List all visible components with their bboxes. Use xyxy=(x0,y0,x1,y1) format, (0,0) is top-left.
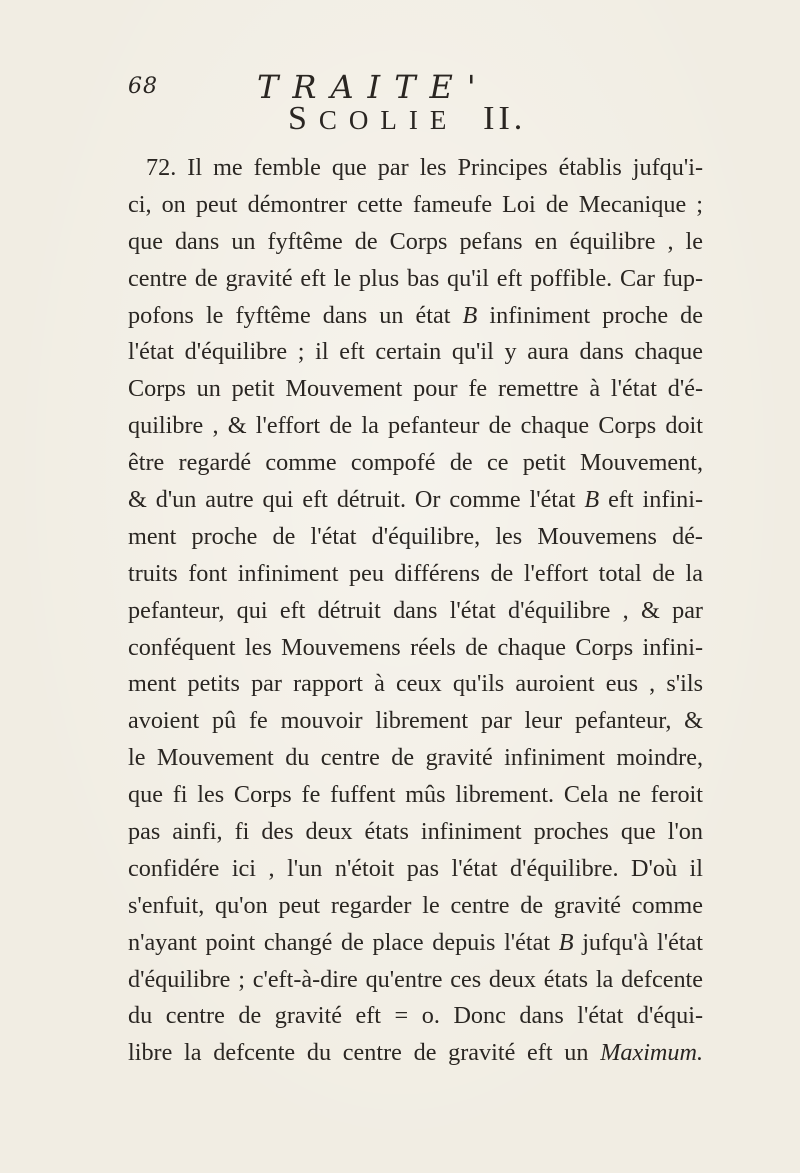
text-segment: pefanteur, qui eft détruit dans l'état d'équilibre , & par xyxy=(128,596,703,624)
text-line xyxy=(128,261,703,298)
text-line xyxy=(128,888,703,925)
text-segment: que dans un fyftême de Corps pefans en équilibre , le xyxy=(128,227,703,255)
text-line xyxy=(128,740,703,777)
text-segment: quilibre , & l'effort de la pefanteur de chaque Corps doit xyxy=(128,412,703,440)
running-title: TRAITE' xyxy=(257,68,490,106)
italic-segment: Maximum. xyxy=(600,1039,703,1067)
section-heading xyxy=(288,100,526,138)
text-segment: pofons le fyftême dans un état xyxy=(128,301,463,329)
text-line xyxy=(128,925,703,962)
text-line xyxy=(128,593,703,630)
text-segment: pas ainfi, fi des deux états infiniment proches que l'on xyxy=(128,818,703,846)
text-line xyxy=(128,519,703,556)
text-segment: être regardé comme compofé de ce petit Mouvement, xyxy=(128,449,703,477)
section-heading-rest: COLIE xyxy=(318,105,459,135)
text-segment: & d'un autre qui eft détruit. Or comme l'état xyxy=(128,486,585,514)
text-line xyxy=(128,777,703,814)
text-line xyxy=(128,1035,703,1072)
running-head xyxy=(0,0,800,110)
text-segment: ment proche de l'état d'équilibre, les Mouvemens dé- xyxy=(128,522,703,550)
text-segment: infiniment proche de xyxy=(477,301,703,329)
text-segment: eft infini- xyxy=(599,486,703,514)
text-line xyxy=(128,666,703,703)
text-segment: Corps un petit Mouvement pour fe remettre à l'état d'é- xyxy=(128,375,703,403)
text-line xyxy=(128,334,703,371)
text-segment: avoient pû fe mouvoir librement par leur pefanteur, & xyxy=(128,707,703,735)
section-heading-initial: S xyxy=(288,100,319,137)
text-segment: libre la defcente du centre de gravité eft un xyxy=(128,1039,601,1067)
text-segment: que fi les Corps fe fuffent mûs librement. Cela ne feroit xyxy=(128,781,703,809)
italic-segment: B xyxy=(584,486,600,514)
section-heading-numeral: II. xyxy=(483,100,527,137)
text-segment: conféquent les Mouvemens réels de chaque Corps infini- xyxy=(128,633,703,661)
text-line xyxy=(128,814,703,851)
text-segment: ment petits par rapport à ceux qu'ils auroient eus , s'ils xyxy=(128,670,703,698)
text-line xyxy=(128,298,703,335)
italic-segment: B xyxy=(462,301,478,329)
text-segment: l'état d'équilibre ; il eft certain qu'il y aura dans chaque xyxy=(128,338,703,366)
body-text xyxy=(128,150,703,1072)
page-number: 68 xyxy=(128,74,158,99)
text-segment: truits font infiniment peu différens de l'effort total de la xyxy=(128,559,703,587)
text-line xyxy=(128,998,703,1035)
text-segment: jufqu'à l'état xyxy=(573,928,703,956)
text-line xyxy=(128,371,703,408)
text-line xyxy=(128,150,703,187)
text-line xyxy=(128,556,703,593)
text-line xyxy=(128,445,703,482)
text-segment: confidére ici , l'un n'étoit pas l'état d'équilibre. D'où il xyxy=(128,854,703,882)
text-segment: ci, on peut démontrer cette fameufe Loi de Mecanique ; xyxy=(128,190,703,218)
text-line xyxy=(128,224,703,261)
text-line xyxy=(128,962,703,999)
text-segment: du centre de gravité eft = o. Donc dans l'état d'équi- xyxy=(128,1002,703,1030)
text-line xyxy=(128,703,703,740)
text-segment: le Mouvement du centre de gravité infiniment moindre, xyxy=(128,744,703,772)
text-line xyxy=(128,408,703,445)
text-line xyxy=(128,851,703,888)
text-segment: n'ayant point changé de place depuis l'état xyxy=(128,928,559,956)
text-segment: d'équilibre ; c'eft-à-dire qu'entre ces deux états la defcente xyxy=(128,965,703,993)
text-line xyxy=(128,187,703,224)
text-segment: centre de gravité eft le plus bas qu'il eft poffible. Car fup- xyxy=(128,264,703,292)
text-segment: s'enfuit, qu'on peut regarder le centre de gravité comme xyxy=(128,891,703,919)
text-line xyxy=(128,482,703,519)
text-segment: 72. Il me femble que par les Principes établis jufqu'i- xyxy=(146,154,703,181)
italic-segment: B xyxy=(558,928,574,956)
text-line xyxy=(128,630,703,667)
